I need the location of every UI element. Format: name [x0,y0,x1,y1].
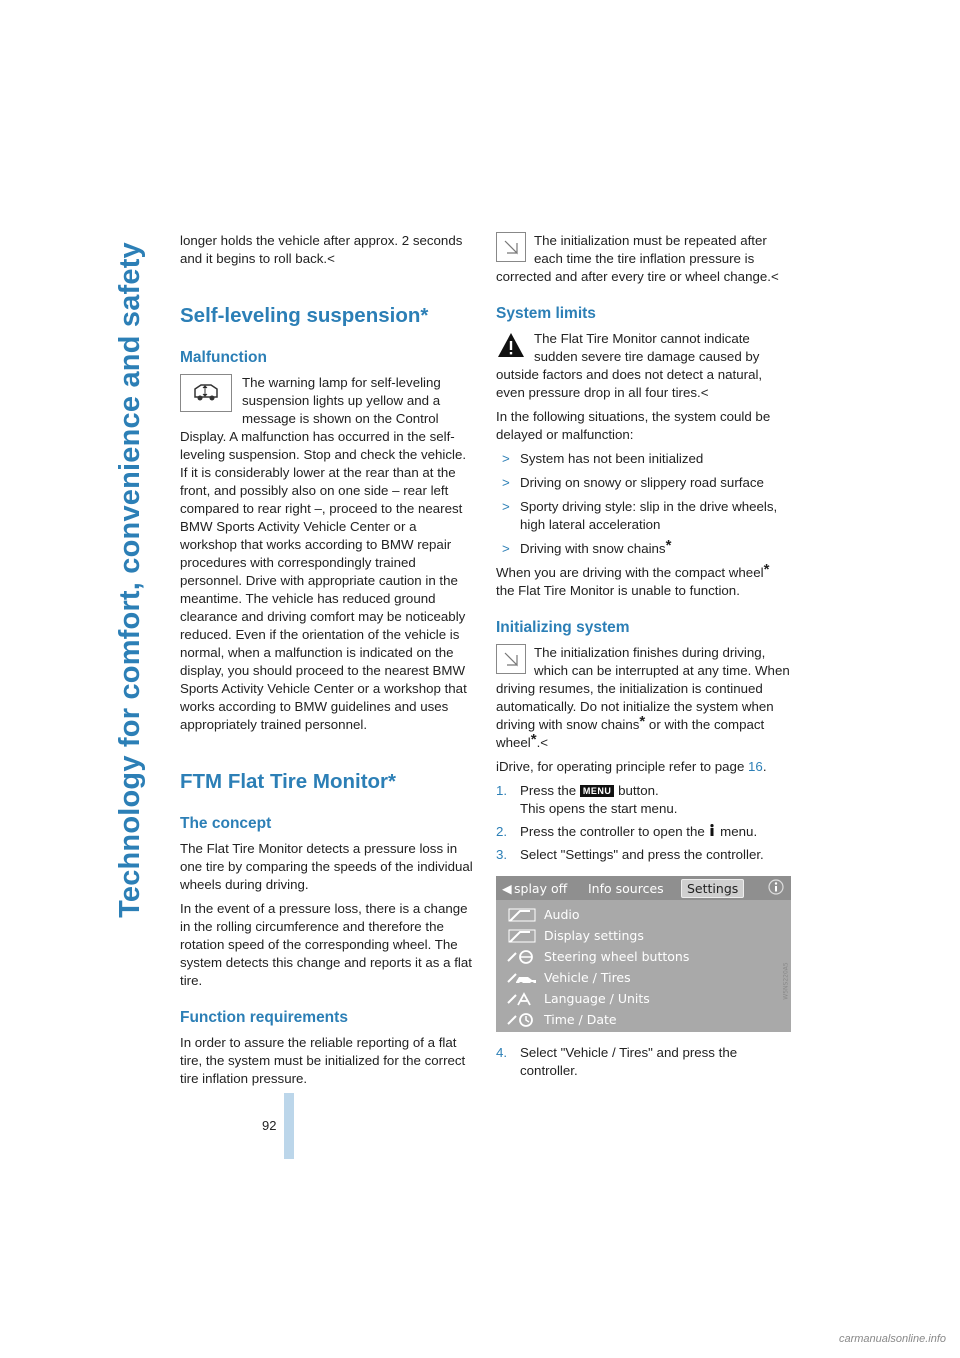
idrive-reference: iDrive, for operating principle refer to page 16. [496,759,767,774]
chapter-title-text: Technology for comfort, convenience and safety [114,242,146,918]
initializing-note [496,644,791,752]
bullet-marker: > [502,499,510,514]
optional-star: * [665,537,672,554]
menu-item-language-units[interactable]: Language / Units [506,987,650,1008]
concept-paragraph-1: The Flat Tire Monitor detects a pressure loss in one tire by comparing the speeds of the individual wheels during driving. [180,841,473,892]
optional-star: * [639,713,646,730]
language-units-icon [506,991,540,1007]
concept-paragraph-2: In the event of a pressure loss, there is a change in the rolling circumference and therefore the rotation speed of the corresponding wheel. The system detects this change and reports it as a flat tire. [180,901,472,988]
list-item: 3. Select "Settings" and press the controller. [496,847,764,862]
audio-settings-icon [506,907,540,923]
heading-system-limits: System limits [496,305,596,322]
menu-item-steering-wheel-buttons[interactable]: Steering wheel buttons [506,945,689,966]
menu-item-audio[interactable]: Audio [506,903,580,924]
malfunction-text: The warning lamp for self-leveling suspension lights up yellow and a message is shown on the Control Display. A malfunction has occurred in the self-leveling suspension. Stop and check the vehicle. If it is considerably lower at the rear than at the front, and possibly also on one side – rear left compared to rear right –, proceed to the nearest BMW Sports Activity Vehicle Center or a workshop that works according to BMW repair procedures with correspondingly trained personnel. Drive with appropriate caution in the meantime. The vehicle has reduced ground clearance and driving comfort may be noticeably reduced. Even if the orientation of the vehicle is normal, when a malfunction is indicated on the display, you should proceed to the nearest BMW Sports Activity Vehicle Center or a workshop that works according to BMW guidelines and uses appropriately trained personnel. [180,375,467,732]
vehicle-icon [506,970,540,986]
heading-concept: The concept [180,815,272,832]
step-number: 4. [496,1045,508,1060]
list-item: > Sporty driving style: slip in the drive wheels, high lateral acceleration [502,499,778,532]
left-arrow-icon: ◀ [502,881,512,896]
steering-wheel-icon [506,949,540,965]
page-link[interactable]: 16 [748,759,763,774]
right-column [496,232,791,1086]
left-column [180,232,475,1094]
menu-item-display-settings[interactable]: Display settings [506,924,644,945]
list-item: > Driving on snowy or slippery road surface [502,475,764,490]
steps-list-continued [496,1044,791,1080]
bullet-marker: > [502,451,510,466]
footer-watermark: carmanualsonline.info [838,1333,946,1345]
situations-list [496,450,791,558]
situations-intro: In the following situations, the system could be delayed or malfunction: [496,409,771,442]
note-icon [496,644,526,674]
initialization-note [496,232,791,286]
tab-display-off[interactable]: splay off [514,881,568,896]
list-item: 1. Press the MENU button. This opens the start menu. [496,783,678,816]
intro-paragraph: longer holds the vehicle after approx. 2 seconds and it begins to roll back.< [180,233,463,266]
bullet-marker: > [502,475,510,490]
display-settings-icon [506,928,540,944]
warning-text: The Flat Tire Monitor cannot indicate sudden severe tire damage caused by outside factors and does not detect a natural, even pressure drop in all four tires.< [496,331,763,400]
list-item: > System has not been initialized [502,451,704,466]
heading-self-leveling: Self-leveling suspension* [180,304,429,327]
menu-button-icon: MENU [580,785,615,797]
side-chapter-title [100,230,160,930]
page-number: 92 [262,1118,277,1133]
heading-initializing-system: Initializing system [496,619,630,636]
step-number: 2. [496,824,508,839]
requirements-paragraph: In order to assure the reliable reporting of a flat tire, the system must be initialized for the correct tire inflation pressure. [180,1035,466,1086]
tab-settings[interactable]: Settings [681,879,744,898]
menu-item-vehicle-tires[interactable]: Vehicle / Tires [506,966,631,987]
steps-list [496,782,791,864]
image-code: W5NS220A5 [782,962,790,1000]
note-icon [496,232,526,262]
heading-malfunction: Malfunction [180,349,267,366]
info-icon [768,879,784,900]
step-number: 3. [496,847,508,862]
tab-info-sources[interactable]: Info sources [588,881,664,896]
compact-wheel-paragraph: When you are driving with the compact wheel* the Flat Tire Monitor is unable to function. [496,561,770,598]
page-number-bar [284,1093,294,1159]
warning-note [496,330,791,402]
warning-triangle-icon [496,330,526,360]
bullet-marker: > [502,541,510,556]
screen-topbar [496,876,791,900]
list-item: 4. Select "Vehicle / Tires" and press the controller. [496,1045,738,1078]
step-number: 1. [496,783,508,798]
heading-ftm: FTM Flat Tire Monitor* [180,770,397,793]
optional-star: * [530,731,537,748]
heading-function-requirements: Function requirements [180,1009,348,1026]
suspension-warning-icon [180,374,232,412]
clock-icon [506,1012,540,1028]
optional-star: * [763,561,770,578]
idrive-screen [496,876,791,1032]
initialization-note-text: The initialization must be repeated after each time the tire inflation pressure is corrected and after every tire or wheel change.< [496,233,779,284]
initializing-note-text: The initialization finishes during driving, which can be interrupted at any time. When driving resumes, the initialization is continued automatically. Do not initialize the system when driving with snow chains* or with the compact wheel*.< [496,645,790,750]
malfunction-note [180,374,475,734]
menu-item-time-date[interactable]: Time / Date [506,1008,617,1029]
list-item: 2. Press the controller to open the menu. [496,824,758,839]
list-item: > Driving with snow chains* [502,537,672,556]
